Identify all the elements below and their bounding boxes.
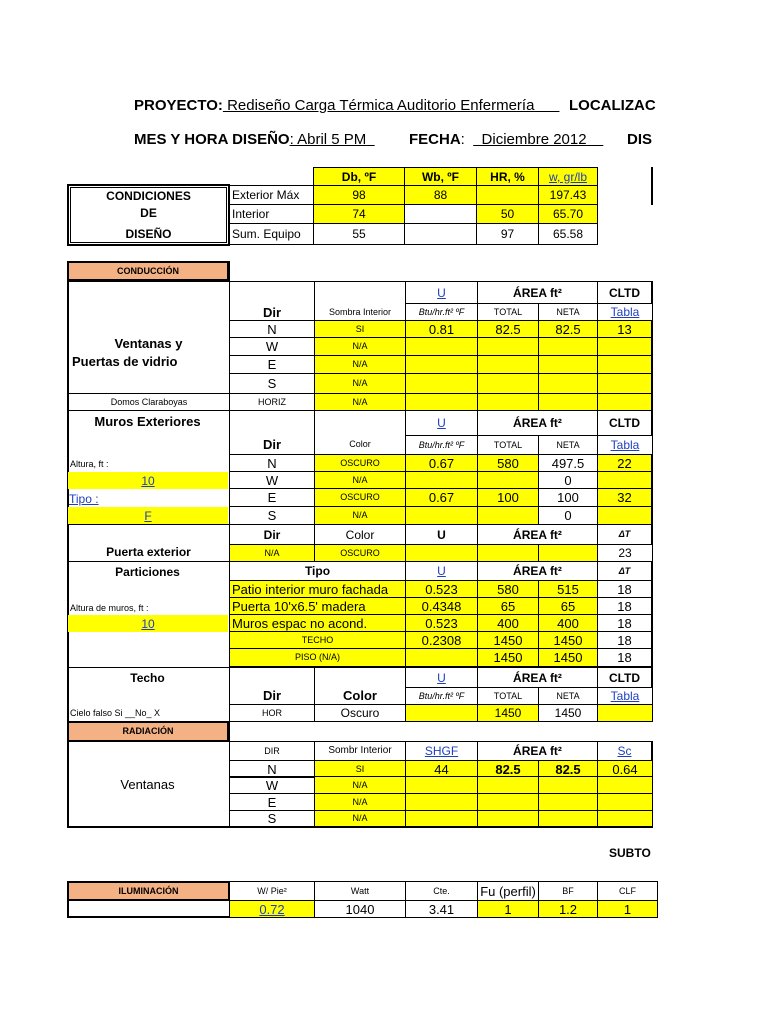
muro-neta: 497.5 — [538, 454, 598, 472]
fecha-value: Diciembre 2012 — [481, 131, 587, 148]
grid-line — [229, 261, 230, 281]
muro-color: N/A — [314, 471, 406, 489]
puerta-total — [477, 544, 539, 562]
particion-tipo: PISO (N/A) — [229, 648, 406, 667]
project-line — [134, 97, 559, 114]
ventana-u — [405, 337, 478, 356]
muro-u: 0.67 — [405, 454, 478, 472]
puerta-delta: 23 — [597, 544, 653, 562]
ventana-total — [477, 373, 539, 394]
muro-cltd: 32 — [597, 488, 653, 507]
ventana-cltd — [597, 393, 653, 411]
h-color: Color — [343, 688, 377, 703]
mes-label: MES Y HORA DISEÑO — [134, 131, 290, 148]
rad-shgf: 44 — [405, 760, 478, 778]
ilu-header: Fu (perfil) — [477, 881, 539, 901]
particion-neta: 65 — [538, 597, 598, 615]
rad-neta — [538, 810, 598, 828]
ventana-dir: S — [229, 373, 315, 394]
ventanas-title-1: Ventanas y — [114, 336, 183, 351]
particion-tipo: Muros espac no acond. — [229, 614, 406, 632]
muro-color: N/A — [314, 506, 406, 525]
muro-neta: 0 — [538, 471, 598, 489]
dis-label: DIS — [627, 131, 653, 148]
rad-sombra: N/A — [314, 776, 406, 794]
ventana-total — [477, 355, 539, 374]
techo-total: 1450 — [477, 704, 539, 722]
altura-value[interactable]: 10 — [68, 472, 228, 489]
particion-neta: 1450 — [538, 631, 598, 649]
h-area: ÁREA ft² — [477, 667, 598, 688]
mes-value: : Abril 5 PM — [289, 131, 367, 148]
h-area: ÁREA ft² — [477, 561, 598, 581]
techo-neta: 1450 — [538, 704, 598, 722]
particion-dt: 18 — [597, 614, 653, 632]
particion-tipo: Puerta 10'x6.5' madera — [229, 597, 406, 615]
design-title-2: DE — [140, 206, 157, 220]
ventana-sombra: N/A — [314, 337, 406, 356]
particiones-altura-value[interactable]: 10 — [68, 615, 228, 632]
techo-title: Techo — [130, 671, 165, 685]
particiones-title: Particiones — [115, 565, 180, 579]
muro-neta: 0 — [538, 506, 598, 525]
ventana-u — [405, 355, 478, 374]
h-delta: ΔT — [597, 561, 653, 581]
ventana-cltd — [597, 337, 653, 356]
h-u[interactable]: U — [405, 410, 478, 436]
particion-u: 0.4348 — [405, 597, 478, 615]
muro-color: OSCURO — [314, 454, 406, 472]
rad-total — [477, 776, 539, 794]
design-wb: 88 — [404, 185, 477, 205]
rad-neta — [538, 776, 598, 794]
particion-dt: 18 — [597, 597, 653, 615]
ilu-header: CLF — [597, 881, 658, 901]
design-row-label: Sum. Equipo — [229, 223, 314, 245]
localizac-label: LOCALIZAC — [569, 97, 656, 114]
rad-sc: 0.64 — [597, 760, 653, 778]
ilu-value: 1 — [597, 900, 658, 918]
particion-u — [405, 648, 478, 667]
muro-total: 100 — [477, 488, 539, 507]
design-title-1: CONDICIONES — [106, 189, 191, 203]
particion-total: 1450 — [477, 648, 539, 667]
ventana-total — [477, 393, 539, 411]
particion-dt: 18 — [597, 631, 653, 649]
rad-neta: 82.5 — [538, 760, 598, 778]
iluminacion-blank — [67, 899, 230, 918]
particion-total: 400 — [477, 614, 539, 632]
h-cltd: CLTD — [597, 410, 653, 436]
muro-color: OSCURO — [314, 488, 406, 507]
h-neta: NETA — [538, 435, 598, 455]
particiones-altura-label: Altura de muros, ft : — [70, 602, 149, 613]
design-hr: 97 — [476, 223, 539, 245]
muro-dir: N — [229, 454, 315, 472]
particion-tipo: Patio interior muro fachada — [229, 580, 406, 598]
design-db: 55 — [313, 223, 405, 245]
col-w[interactable]: w, gr/lb — [538, 167, 598, 186]
h-rad-dir: DIR — [229, 741, 315, 761]
fecha-line: FECHA: Diciembre 2012 — [409, 131, 587, 148]
design-w: 197.43 — [538, 185, 598, 205]
design-title-3: DISEÑO — [125, 227, 172, 241]
rad-dir: N — [229, 760, 315, 778]
h-cltd: CLTD — [597, 667, 653, 688]
rad-dir: W — [229, 776, 315, 794]
rad-shgf — [405, 810, 478, 828]
ventana-sombra: SI — [314, 320, 406, 338]
section-radiacion: RADIACIÓN — [67, 721, 229, 742]
ventanas-title-2: Puertas de vidrio — [72, 354, 178, 369]
rad-sc — [597, 793, 653, 811]
rad-total: 82.5 — [477, 760, 539, 778]
design-w: 65.58 — [538, 223, 598, 245]
h-total: TOTAL — [477, 435, 539, 455]
techo-dir: HOR — [229, 704, 315, 722]
edge-mark — [651, 167, 653, 205]
design-db: 74 — [313, 204, 405, 224]
rad-sc — [597, 810, 653, 828]
ventana-neta — [538, 393, 598, 411]
ventana-cltd — [597, 355, 653, 374]
ventana-dir: HORIZ — [229, 393, 315, 411]
particion-total: 65 — [477, 597, 539, 615]
section-conduccion: CONDUCCIÓN — [67, 261, 229, 281]
muro-dir: W — [229, 471, 315, 489]
ventana-sombra: N/A — [314, 393, 406, 411]
particion-dt: 18 — [597, 648, 653, 667]
ventana-neta: 82.5 — [538, 320, 598, 338]
design-row-label: Interior — [229, 204, 314, 224]
h-sombra: Sombra Interior — [314, 281, 406, 321]
particion-neta: 515 — [538, 580, 598, 598]
h-area: ÁREA ft² — [477, 281, 598, 304]
ventana-dir: W — [229, 337, 315, 356]
particion-neta: 400 — [538, 614, 598, 632]
col-wb: Wb, ºF — [404, 167, 477, 186]
ventana-neta — [538, 355, 598, 374]
rad-neta — [538, 793, 598, 811]
muro-cltd: 22 — [597, 454, 653, 472]
design-db: 98 — [313, 185, 405, 205]
subtotal-label: SUBTO — [609, 846, 651, 860]
particion-u: 0.2308 — [405, 631, 478, 649]
h-dir: Dir — [229, 410, 315, 455]
ilu-value: 0.72 — [229, 900, 315, 918]
h-tabla[interactable]: Tabla — [597, 687, 653, 705]
domos-label: Domos Claraboyas — [67, 393, 230, 411]
h-u[interactable]: U — [405, 667, 478, 688]
muro-neta: 100 — [538, 488, 598, 507]
proyecto-value: Rediseño Carga Térmica Auditorio Enfermería — [222, 97, 535, 114]
particion-neta: 1450 — [538, 648, 598, 667]
ilu-value: 3.41 — [405, 900, 478, 918]
h-u[interactable]: U — [405, 281, 478, 304]
ventana-cltd: 13 — [597, 320, 653, 338]
section-iluminacion: ILUMINACIÓN — [67, 881, 230, 901]
fecha-label: FECHA — [409, 131, 461, 148]
particion-tipo: TECHO — [229, 631, 406, 649]
muros-title: Muros Exteriores — [94, 413, 201, 429]
rad-shgf — [405, 793, 478, 811]
h-cltd: CLTD — [597, 281, 653, 304]
h-rad-sombr: Sombr Interior — [314, 741, 406, 761]
ventana-dir: N — [229, 320, 315, 338]
muro-total — [477, 471, 539, 489]
muro-u — [405, 471, 478, 489]
design-wb — [404, 223, 477, 245]
ilu-header: Watt — [314, 881, 406, 901]
muro-u — [405, 506, 478, 525]
design-row-label: Exterior Máx — [229, 185, 314, 205]
mes-line — [134, 131, 375, 148]
ilu-value: 1040 — [314, 900, 406, 918]
cielo-falso: Cielo falso Si __No_ X — [70, 708, 161, 718]
h-tipo: Tipo — [229, 561, 406, 581]
rad-sombra: SI — [314, 760, 406, 778]
rad-sombra: N/A — [314, 793, 406, 811]
col-db: Db, ºF — [313, 167, 405, 186]
h-u[interactable]: U — [405, 561, 478, 581]
h-u-plain: U — [405, 524, 478, 545]
grid-line — [229, 721, 230, 742]
ventana-total — [477, 337, 539, 356]
rad-shgf — [405, 776, 478, 794]
altura-label: Altura, ft : — [70, 458, 109, 469]
h-dir: Dir — [262, 688, 282, 703]
h-delta: ΔT — [597, 524, 653, 545]
ventana-neta — [538, 373, 598, 394]
h-color: Color — [314, 410, 406, 455]
muro-total: 580 — [477, 454, 539, 472]
h-tabla[interactable]: Tabla — [597, 435, 653, 455]
h-dir: Dir — [229, 281, 315, 321]
puerta-dir: N/A — [229, 544, 315, 562]
techo-u — [405, 704, 478, 722]
particion-u: 0.523 — [405, 614, 478, 632]
h-total: TOTAL — [477, 687, 539, 705]
h-units: Btu/hr.ft² ºF — [405, 687, 478, 705]
ventana-total: 82.5 — [477, 320, 539, 338]
h-area: ÁREA ft² — [477, 524, 598, 545]
rad-sombra: N/A — [314, 810, 406, 828]
particion-total: 580 — [477, 580, 539, 598]
puerta-u — [405, 544, 478, 562]
ventana-sombra: N/A — [314, 373, 406, 394]
h-units: Btu/hr.ft² ºF — [405, 303, 478, 321]
radiacion-title: Ventanas — [120, 776, 175, 792]
tipo-value[interactable]: F — [68, 507, 228, 524]
muro-u: 0.67 — [405, 488, 478, 507]
particion-total: 1450 — [477, 631, 539, 649]
rad-dir: E — [229, 793, 315, 811]
ventana-sombra: N/A — [314, 355, 406, 374]
rad-sc — [597, 776, 653, 794]
muro-dir: E — [229, 488, 315, 507]
h-sc[interactable]: Sc — [597, 741, 653, 761]
ilu-header: W/ Pie² — [229, 881, 315, 901]
h-dir: Dir — [229, 524, 315, 545]
ventana-u — [405, 373, 478, 394]
design-wb — [404, 204, 477, 224]
puerta-title: Puerta exterior — [106, 545, 191, 559]
ilu-header: Cte. — [405, 881, 478, 901]
h-neta: NETA — [538, 303, 598, 321]
particion-u: 0.523 — [405, 580, 478, 598]
h-tabla[interactable]: Tabla — [597, 303, 653, 321]
col-hr: HR, % — [476, 167, 539, 186]
h-color: Color — [314, 524, 406, 545]
design-hr: 50 — [476, 204, 539, 224]
particion-dt: 18 — [597, 580, 653, 598]
ilu-header: BF — [538, 881, 598, 901]
puerta-color: OSCURO — [314, 544, 406, 562]
ilu-value: 1 — [477, 900, 539, 918]
ventana-cltd — [597, 373, 653, 394]
ventana-neta — [538, 337, 598, 356]
rad-dir: S — [229, 810, 315, 828]
design-w: 65.70 — [538, 204, 598, 224]
muro-cltd — [597, 471, 653, 489]
muro-cltd — [597, 506, 653, 525]
h-total: TOTAL — [477, 303, 539, 321]
h-shgf[interactable]: SHGF — [405, 741, 478, 761]
ventana-dir: E — [229, 355, 315, 374]
h-area: ÁREA ft² — [477, 410, 598, 436]
h-units: Btu/hr.ft² ºF — [405, 435, 478, 455]
proyecto-label: PROYECTO: — [134, 97, 223, 114]
design-hr — [476, 185, 539, 205]
ventana-u — [405, 393, 478, 411]
rad-total — [477, 793, 539, 811]
techo-cltd — [597, 704, 653, 722]
ventana-u: 0.81 — [405, 320, 478, 338]
puerta-neta — [538, 544, 598, 562]
muro-total — [477, 506, 539, 525]
tipo-label[interactable]: Tipo : — [69, 491, 99, 506]
h-neta: NETA — [538, 687, 598, 705]
h-area: ÁREA ft² — [477, 741, 598, 761]
ilu-value: 1.2 — [538, 900, 598, 918]
techo-color: Oscuro — [314, 704, 406, 722]
rad-total — [477, 810, 539, 828]
muro-dir: S — [229, 506, 315, 525]
